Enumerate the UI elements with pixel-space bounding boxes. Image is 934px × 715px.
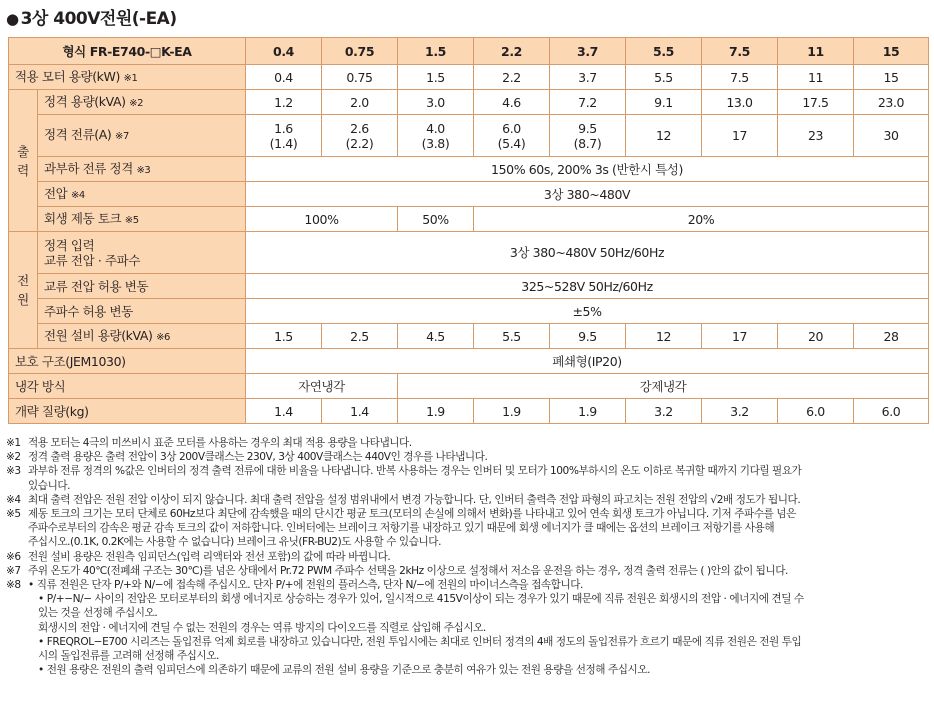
value-cell: 7.2	[550, 90, 626, 115]
value-cell: 4.5	[398, 324, 474, 349]
footnote-sub: • FREQROL−E700 시리즈는 돌입전류 억제 회로를 내장하고 있습니다만, 전원 투입시에는 최대로 인버터 정격의 4배 정도의 돌입전류가 흐르기 때문에 직류 전원은 전원 투입 시의 돌입전류를 고려해 선정해 주십시오.	[38, 635, 802, 663]
value-cell: 1.2	[246, 90, 322, 115]
value-cell: 9.1	[626, 90, 702, 115]
value-cell: 5.5	[474, 324, 550, 349]
value-cell: 50%	[398, 207, 474, 232]
title-text: 3상 400V전원(-EA)	[20, 9, 177, 29]
footnote: ※8 • 직류 전원은 단자 P/+와 N/−에 접속해 주십시오. 단자 P/+에 전원의 플러스측, 단자 N/−에 전원의 마이너스측을 접속합니다.	[6, 579, 583, 592]
footnote: ※5 제동 토크의 크기는 모터 단체로 60Hz보다 최단에 감속했을 때의 단시간 평균 토크(모터의 손실에 의해서 변화)를 나타내고 있어 연속 회생 토크가 아닙니다. 기저 주파수를 넘은 주파수로부터의 감속은 평균 감속 토크의 값이 저하합니다. 인버터에는 브레이크 저항기를 내장하고 있기 때문에 회생 에너지가 클 때에는 옵션의 브레이크 저항기를 사용해 주십시오.(0.1K, 0.2K에는 사용할 수 없습니다) 브레이크 유닛(FR-BU2)도 사용할 수 있습니다.	[6, 508, 796, 549]
footnote: ※2 정격 출력 용량은 출력 전압이 3상 200V클래스는 230V, 3상 400V클래스는 440V인 경우를 나타냅니다.	[6, 451, 488, 464]
row-label: 적용 모터 용량(kW) ※1	[9, 65, 246, 90]
value-cell: 12	[626, 324, 702, 349]
value-cell: 2.2	[474, 65, 550, 90]
footnote: ※7 주위 온도가 40℃(전폐쇄 구조는 30℃)를 넘은 상태에서 Pr.72 PWM 주파수 선택을 2kHz 이상으로 설정해서 저소음 운전을 하는 경우, 정격 출력 전류는 ( )안의 값이 됩니다.	[6, 564, 788, 577]
row-label: 주파수 허용 변동	[38, 299, 246, 324]
value-cell: 3.0	[398, 90, 474, 115]
overload-row	[9, 157, 929, 182]
row-label: 정격 용량(kVA) ※2	[38, 90, 246, 115]
rated-capacity-row	[9, 90, 929, 115]
regen-row	[9, 207, 929, 232]
value-cell: 1.4	[322, 399, 398, 424]
value-cell: 1.5	[398, 65, 474, 90]
rated-input-row	[9, 232, 929, 274]
equipment-row	[9, 324, 929, 349]
value-cell: 0.75	[322, 65, 398, 90]
value-cell: 1.9	[474, 399, 550, 424]
cooling-row	[9, 374, 929, 399]
value-cell: 2.6 (2.2)	[322, 115, 398, 157]
value-cell: ±5%	[246, 299, 929, 324]
value-cell: 30	[854, 115, 929, 157]
value-cell: 17.5	[778, 90, 854, 115]
motor-row	[9, 65, 929, 90]
row-label: 교류 전압 허용 변동	[38, 274, 246, 299]
value-cell: 20	[778, 324, 854, 349]
row-label: 정격 전류(A) ※7	[38, 115, 246, 157]
model-cell: 5.5	[626, 38, 702, 65]
value-cell: 1.4	[246, 399, 322, 424]
value-cell: 강제냉각	[398, 374, 929, 399]
rated-current-row	[9, 115, 929, 157]
value-cell: 17	[702, 115, 778, 157]
model-cell: 0.75	[322, 38, 398, 65]
footnotes	[6, 436, 928, 677]
row-label: 정격 입력 교류 전압 · 주파수	[38, 232, 246, 274]
value-cell: 1.6 (1.4)	[246, 115, 322, 157]
value-cell: 폐쇄형(IP20)	[246, 349, 929, 374]
row-label: 과부하 전류 정격 ※3	[38, 157, 246, 182]
value-cell: 9.5 (8.7)	[550, 115, 626, 157]
mass-row	[9, 399, 929, 424]
value-cell: 3.7	[550, 65, 626, 90]
value-cell: 7.5	[702, 65, 778, 90]
value-cell: 15	[854, 65, 929, 90]
protection-row	[9, 349, 929, 374]
value-cell: 6.0	[778, 399, 854, 424]
value-cell: 2.0	[322, 90, 398, 115]
model-cell: 15	[854, 38, 929, 65]
footnote: ※3 과부하 전류 정격의 %값은 인버터의 정격 출력 전류에 대한 비율을 나타냅니다. 반복 사용하는 경우는 인버터 및 모터가 100%부하시의 온도 이하로 복귀할 때까지 기다릴 필요가 있습니다.	[6, 465, 802, 492]
value-cell: 9.5	[550, 324, 626, 349]
value-cell: 1.9	[550, 399, 626, 424]
value-cell: 6.0 (5.4)	[474, 115, 550, 157]
model-label: 형식 FR-E740-□K-EA	[9, 38, 246, 65]
voltage-row	[9, 182, 929, 207]
row-label: 전원 설비 용량(kVA) ※6	[38, 324, 246, 349]
spec-table	[8, 37, 929, 424]
row-label: 보호 구조(JEM1030)	[9, 349, 246, 374]
value-cell: 11	[778, 65, 854, 90]
value-cell: 3상 380~480V	[246, 182, 929, 207]
model-cell: 11	[778, 38, 854, 65]
row-label: 냉각 방식	[9, 374, 246, 399]
footnote: ※1 적용 모터는 4극의 미쓰비시 표준 모터를 사용하는 경우의 최대 적용 용량을 나타냅니다.	[6, 437, 412, 449]
value-cell: 325~528V 50Hz/60Hz	[246, 274, 929, 299]
value-cell: 12	[626, 115, 702, 157]
row-label: 개략 질량(kg)	[9, 399, 246, 424]
ac-fluct-row	[9, 274, 929, 299]
value-cell: 100%	[246, 207, 398, 232]
value-cell: 4.0 (3.8)	[398, 115, 474, 157]
model-cell: 1.5	[398, 38, 474, 65]
value-cell: 6.0	[854, 399, 929, 424]
freq-fluct-row	[9, 299, 929, 324]
value-cell: 17	[702, 324, 778, 349]
title-bullet: ●	[6, 10, 19, 28]
row-label: 전압 ※4	[38, 182, 246, 207]
page-title	[6, 4, 177, 29]
value-cell: 1.9	[398, 399, 474, 424]
footnote-sub: • 전원 용량은 전원의 출력 임피던스에 의존하기 때문에 교류의 전원 설비 용량을 기준으로 충분히 여유가 있는 전원 용량을 선정해 주십시오.	[38, 664, 651, 677]
value-cell: 23	[778, 115, 854, 157]
value-cell: 28	[854, 324, 929, 349]
value-cell: 23.0	[854, 90, 929, 115]
model-cell: 3.7	[550, 38, 626, 65]
value-cell: 3.2	[702, 399, 778, 424]
value-cell: 3상 380~480V 50Hz/60Hz	[246, 232, 929, 274]
value-cell: 4.6	[474, 90, 550, 115]
model-cell: 2.2	[474, 38, 550, 65]
footnote-sub: • P/+−N/− 사이의 전압은 모터로부터의 회생 에너지로 상승하는 경우가 있어, 일시적으로 415V이상이 되는 경우가 있기 때문에 직류 전원은 회생시의 전압 · 에너지에 견딜 수 있는 것을 선정해 주십시오. 회생시의 전압 · 에너지에 견딜 수 없는 전원의 경우는 역류 방지의 다이오드를 직렬로 삽입해 주십시오.	[38, 593, 804, 634]
model-cell: 7.5	[702, 38, 778, 65]
value-cell: 2.5	[322, 324, 398, 349]
power-group-label: 전 원	[9, 232, 38, 349]
value-cell: 3.2	[626, 399, 702, 424]
value-cell: 13.0	[702, 90, 778, 115]
footnote: ※6 전원 설비 용량은 전원측 임피던스(입력 리액터와 전선 포함)의 값에 따라 바뀝니다.	[6, 550, 391, 563]
header-row	[9, 38, 929, 65]
value-cell: 1.5	[246, 324, 322, 349]
value-cell: 0.4	[246, 65, 322, 90]
output-group-label: 출 력	[9, 90, 38, 232]
footnote: ※4 최대 출력 전압은 전원 전압 이상이 되지 않습니다. 최대 출력 전압을 설정 범위내에서 변경 가능합니다. 단, 인버터 출력측 전압 파형의 파고치는 전원 전압의 √2배 정도가 됩니다.	[6, 493, 801, 506]
value-cell: 5.5	[626, 65, 702, 90]
row-label: 회생 제동 토크 ※5	[38, 207, 246, 232]
value-cell: 20%	[474, 207, 929, 232]
value-cell: 150% 60s, 200% 3s (반한시 특성)	[246, 157, 929, 182]
model-cell: 0.4	[246, 38, 322, 65]
value-cell: 자연냉각	[246, 374, 398, 399]
